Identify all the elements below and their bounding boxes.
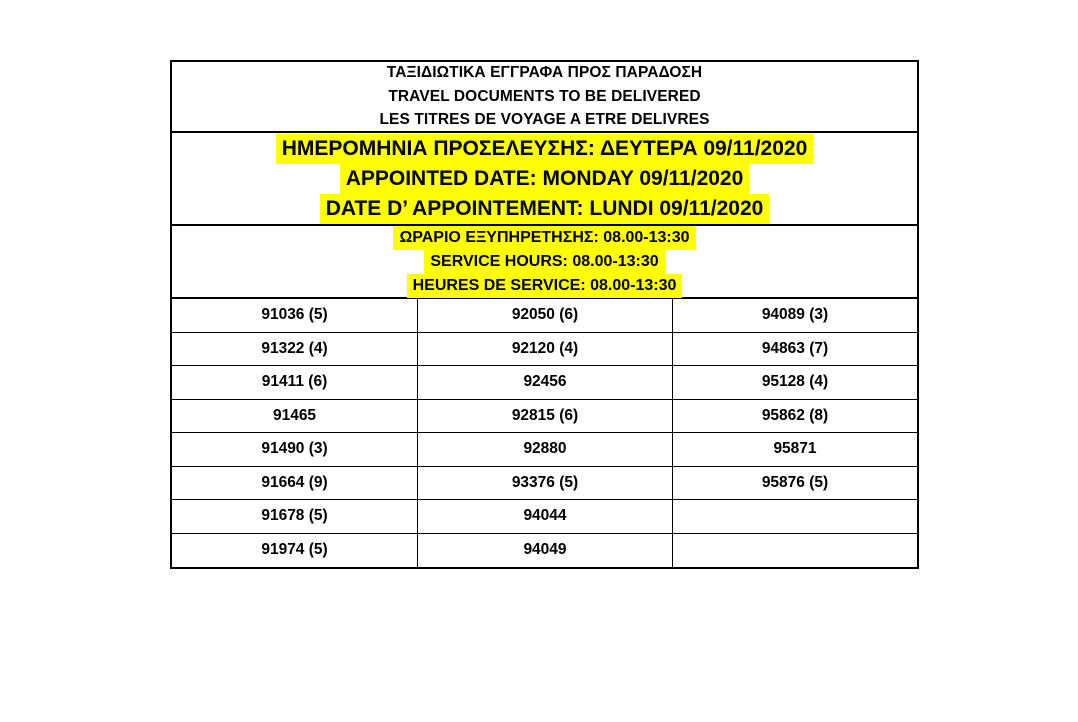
table-row xyxy=(172,299,917,333)
table-row xyxy=(172,534,917,568)
table-cell: 95862 (8) xyxy=(761,406,829,424)
appointed-date-line-english xyxy=(340,164,750,194)
title-line-english: TRAVEL DOCUMENTS TO BE DELIVERED xyxy=(388,87,701,105)
table-cell: 93376 (5) xyxy=(418,467,673,500)
table-cell xyxy=(673,534,917,568)
service-hours-line-greek xyxy=(393,226,695,250)
highlighted-text: DATE D’ APPOINTEMENT: LUNDI 09/11/2020 xyxy=(320,194,770,224)
appointed-date-line-greek xyxy=(276,134,814,164)
document-title-section xyxy=(172,62,917,133)
table-row xyxy=(172,400,917,434)
table-cell: 92120 (4) xyxy=(418,333,673,366)
table-cell: 94049 xyxy=(418,534,673,568)
table-cell: 95876 (5) xyxy=(761,473,829,491)
title-line-greek: ΤΑΞΙΔΙΩΤΙΚΑ ΕΓΓΡΑΦΑ ΠΡΟΣ ΠΑΡΑΔΟΣΗ xyxy=(386,64,703,82)
table-cell: 91490 (3) xyxy=(172,433,418,466)
table-cell: 91322 (4) xyxy=(172,333,418,366)
table-cell: 95128 (4) xyxy=(761,373,829,391)
table-cell: 92880 xyxy=(418,433,673,466)
appointed-date-line-french xyxy=(320,194,770,224)
table-cell: 91036 (5) xyxy=(172,299,418,332)
service-hours-line-english xyxy=(424,250,664,274)
title-line-french: LES TITRES DE VOYAGE A ETRE DELIVRES xyxy=(379,111,710,129)
table-cell xyxy=(673,500,917,533)
table-cell: 91411 (6) xyxy=(172,366,418,399)
service-hours-line-french xyxy=(407,274,683,298)
highlighted-text: ΩΡΑΡΙΟ ΕΞΥΠΗΡΕΤΗΣΗΣ: 08.00-13:30 xyxy=(393,226,695,250)
table-row xyxy=(172,500,917,534)
table-row xyxy=(172,467,917,501)
highlighted-text: APPOINTED DATE: MONDAY 09/11/2020 xyxy=(340,164,750,194)
table-cell: 91664 (9) xyxy=(172,467,418,500)
highlighted-text: SERVICE HOURS: 08.00-13:30 xyxy=(424,250,664,274)
highlighted-text: ΗΜΕΡΟΜΗΝΙΑ ΠΡΟΣΕΛΕΥΣΗΣ: ΔΕΥΤΕΡΑ 09/11/2020 xyxy=(276,134,814,164)
table-row xyxy=(172,366,917,400)
ticket-number-grid xyxy=(172,299,917,567)
table-cell: 91974 (5) xyxy=(172,534,418,568)
table-cell: 94044 xyxy=(418,500,673,533)
travel-documents-notice xyxy=(170,60,919,569)
table-row xyxy=(172,333,917,367)
highlighted-text: HEURES DE SERVICE: 08.00-13:30 xyxy=(407,274,683,298)
table-cell: 92815 (6) xyxy=(418,400,673,433)
table-cell: 91465 xyxy=(172,400,418,433)
table-cell: 94089 (3) xyxy=(761,306,829,324)
service-hours-section xyxy=(172,226,917,299)
table-cell: 92050 (6) xyxy=(418,299,673,332)
table-cell: 92456 xyxy=(418,366,673,399)
appointed-date-section xyxy=(172,133,917,226)
table-row xyxy=(172,433,917,467)
table-cell: 94863 (7) xyxy=(761,339,829,357)
table-cell: 95871 xyxy=(773,440,817,458)
table-cell: 91678 (5) xyxy=(172,500,418,533)
